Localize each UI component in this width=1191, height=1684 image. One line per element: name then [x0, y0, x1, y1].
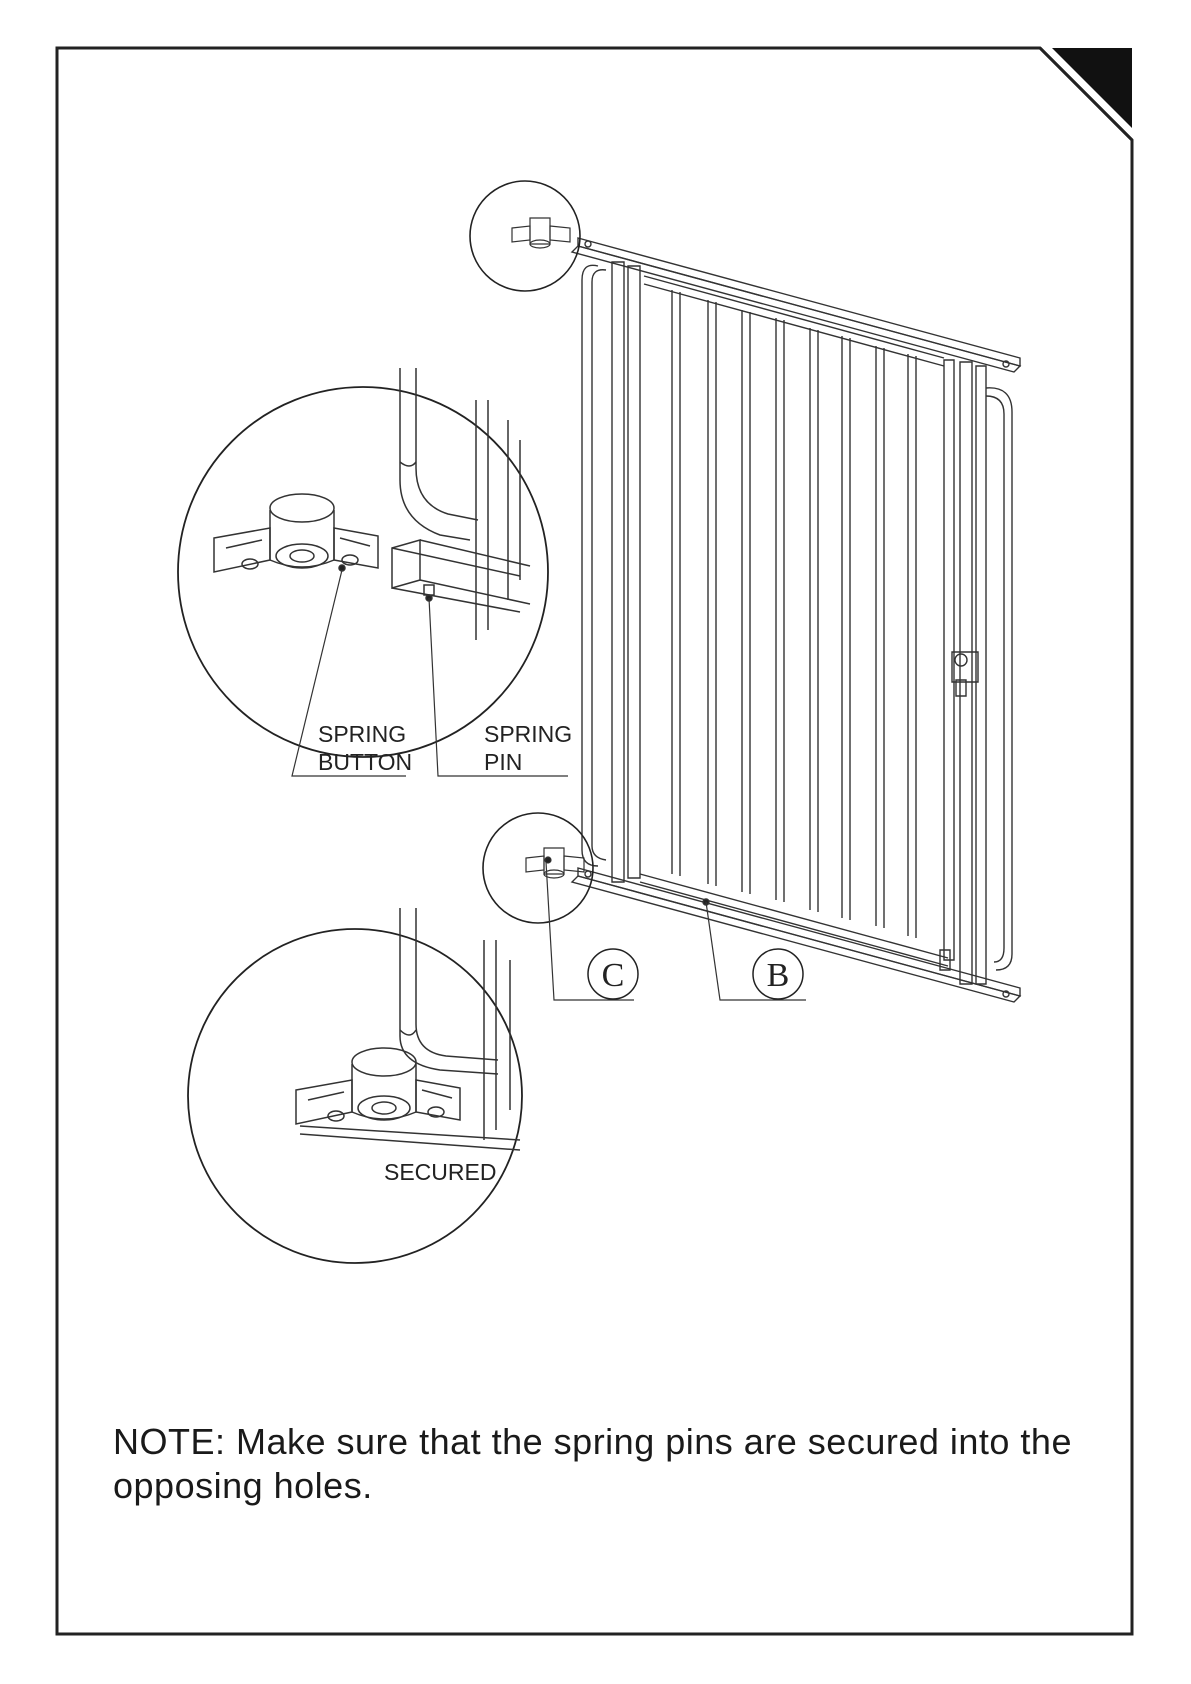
leader-lines	[292, 570, 806, 1000]
secured-label: SECURED	[384, 1159, 497, 1185]
page-border	[57, 48, 1132, 1634]
bottom-connector-small	[526, 848, 584, 878]
corner-tab	[1052, 48, 1132, 128]
callout-c: C	[601, 957, 625, 994]
spring-pin-label-line2: PIN	[484, 749, 523, 775]
detail-secured-circle	[188, 929, 522, 1263]
top-connector-circle	[470, 181, 580, 291]
detail-unsecured-circle	[178, 387, 548, 757]
note-text: NOTE: Make sure that the spring pins are secured into the opposing holes.	[113, 1421, 1072, 1506]
gate-panel	[572, 238, 1020, 1002]
detail-unsecured	[214, 368, 530, 640]
bottom-connector-circle	[483, 813, 593, 923]
detail-secured	[296, 908, 520, 1150]
spring-pin-label-line1: SPRING	[484, 721, 573, 747]
spring-button-label-line1: SPRING	[318, 721, 407, 747]
top-connector-small	[512, 218, 570, 248]
spring-button-label-line2: BUTTON	[318, 749, 413, 775]
callout-b: B	[766, 957, 790, 994]
